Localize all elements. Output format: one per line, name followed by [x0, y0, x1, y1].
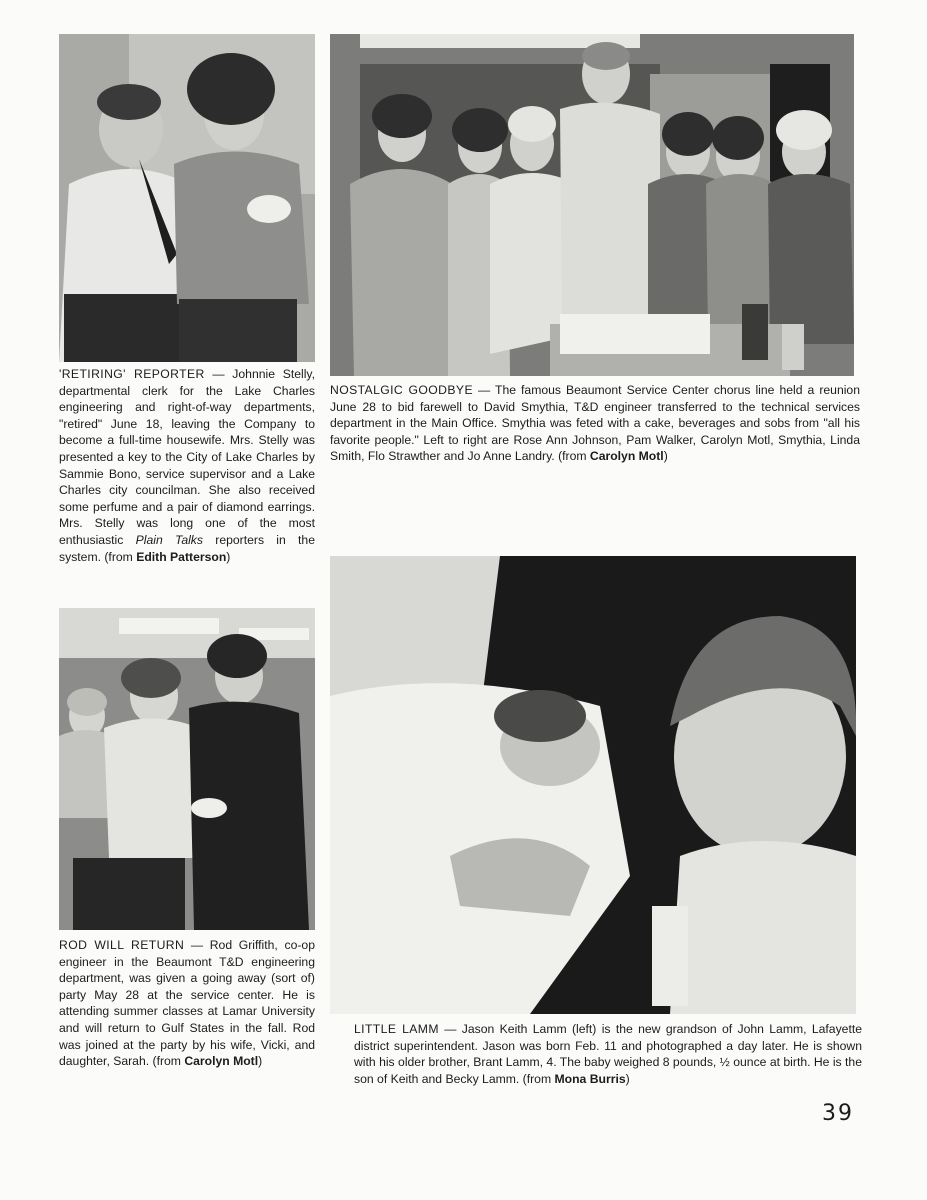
caption-heading: NOSTALGIC GOODBYE	[330, 383, 473, 397]
caption-heading: 'RETIRING' REPORTER	[59, 367, 205, 381]
caption-close: )	[663, 449, 668, 464]
photo-retiring-reporter	[59, 34, 315, 362]
caption-nostalgic-goodbye	[330, 382, 860, 465]
photo-credit: Carolyn Motl	[184, 1054, 259, 1069]
caption-body: The famous Beaumont Service Center chorus line held a reunion June 28 to bid farewell to David Smythia, T&D engineer transferred to the technical services department in the Main Office. Smythia was feted with a cake, beverages and sobs from "all his favorite people." Left to right are Rose Ann Johnson, Pam Walker, Carolyn Motl, Smythia, Linda Smith, Flo Strawther and Jo Anne Landry. (from	[330, 383, 860, 464]
caption-close: )	[258, 1054, 263, 1069]
photo-credit: Carolyn Motl	[589, 449, 664, 464]
caption-dash: —	[472, 383, 495, 397]
photo-little-lamm	[330, 556, 856, 1014]
caption-heading: LITTLE LAMM	[354, 1022, 439, 1036]
caption-body-end: reporters in the system. (from	[59, 532, 315, 564]
page-number: 39	[822, 1101, 854, 1126]
caption-body: Johnnie Stelly, departmental clerk for the Lake Charles engineering and right-of-way departments, "retired" June 18, leaving the Company to become a full-time housewife. Mrs. Stelly was presented a key to the City of Lake Charles by Sammie Bono, service supervisor and a Lake Charles city councilman. She also received some perfume and a pair of diamond earrings. Mrs. Stelly was long one of the most enthusiastic	[59, 367, 315, 547]
photo-rod-will-return	[59, 608, 315, 930]
caption-close: )	[625, 1071, 630, 1086]
photo-credit: Mona Burris	[554, 1071, 626, 1086]
caption-retiring-reporter	[59, 366, 315, 565]
caption-little-lamm	[354, 1021, 862, 1087]
caption-dash: —	[184, 938, 210, 952]
caption-dash: —	[438, 1022, 462, 1036]
caption-body: Jason Keith Lamm (left) is the new grandson of John Lamm, Lafayette district superintendent. Jason was born Feb. 11 and photographed a day later. He is shown with his older brother, Brant Lamm, 4. The baby weighed 8 pounds, ½ ounce at birth. He is the son of Keith and Becky Lamm. (from	[354, 1022, 862, 1086]
caption-dash: —	[204, 367, 233, 381]
caption-heading: ROD WILL RETURN	[59, 938, 185, 952]
publication-title: Plain Talks	[135, 532, 203, 547]
caption-rod-will-return	[59, 937, 315, 1070]
caption-body: Rod Griffith, co-op engineer in the Beaumont T&D engineering department, was given a going away (sort of) party May 28 at the service center. He is attending summer classes at Lamar University and will return to Gulf States in the fall. Rod was joined at the party by his wife, Vicki, and daughter, Sarah. (from	[59, 938, 315, 1069]
photo-credit: Edith Patterson	[136, 549, 227, 564]
caption-close: )	[226, 549, 231, 564]
photo-nostalgic-goodbye	[330, 34, 854, 376]
